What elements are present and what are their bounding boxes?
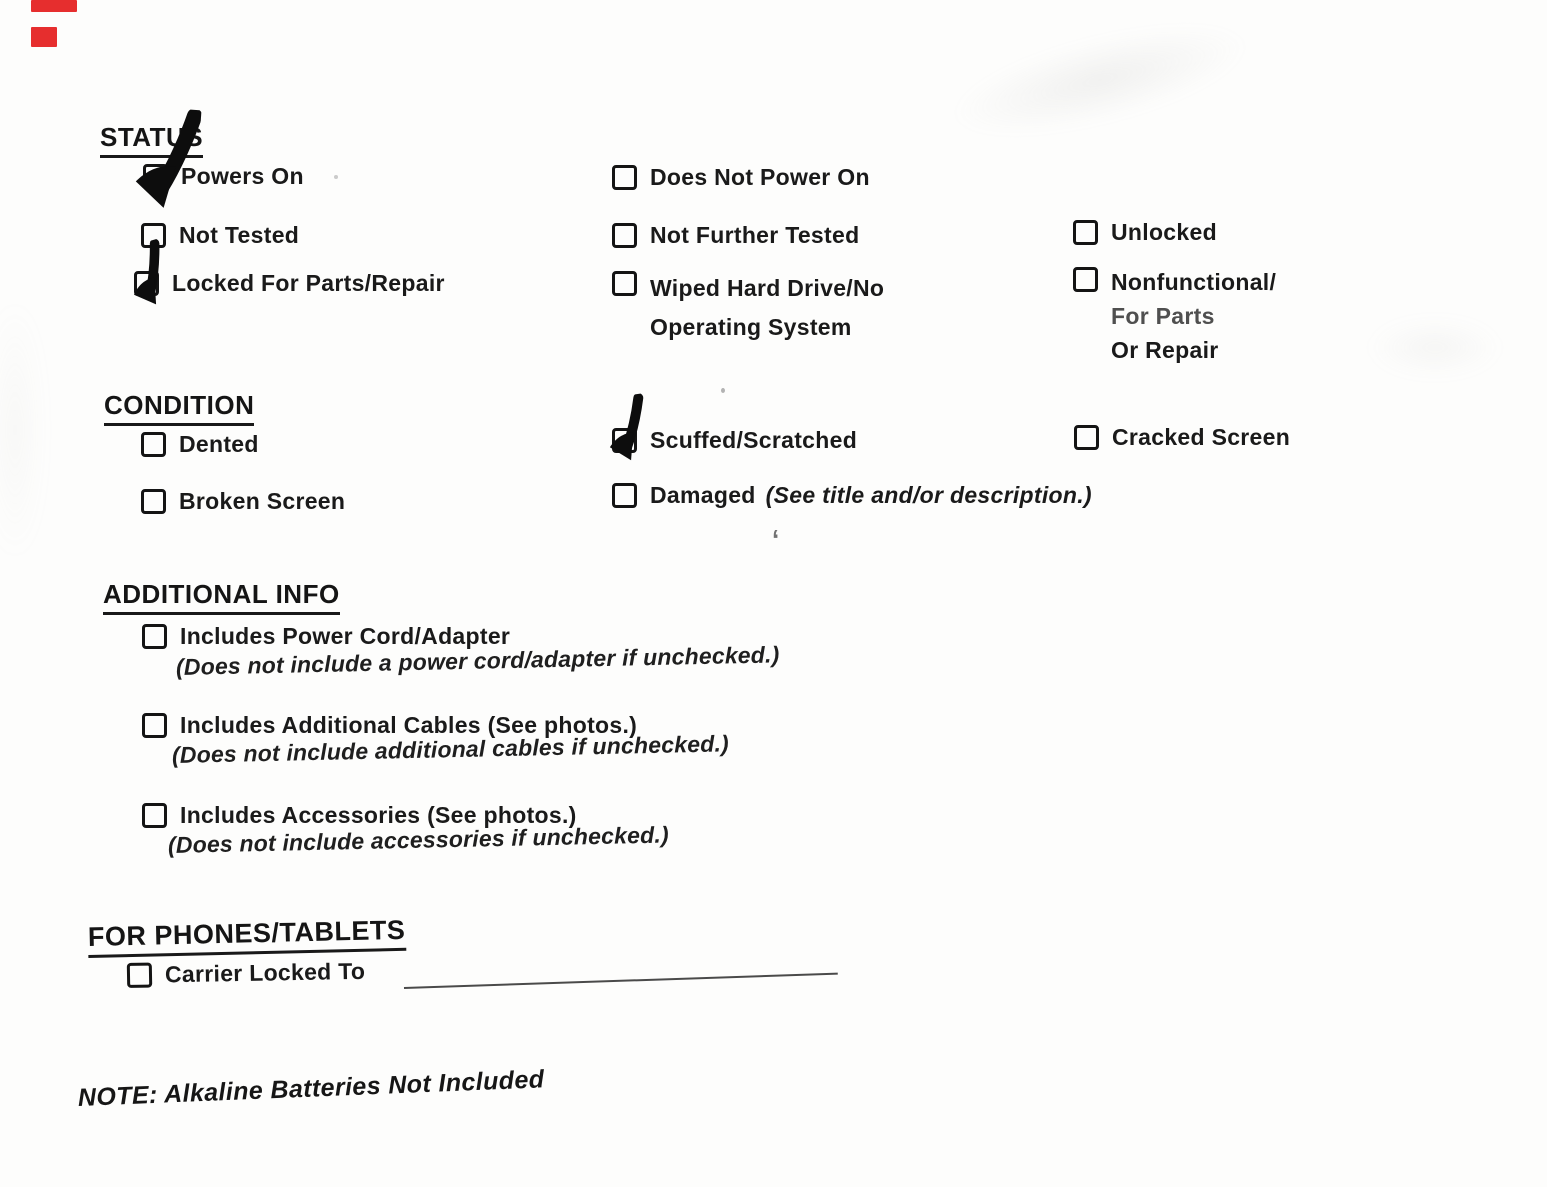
item-label-line: Or Repair	[1111, 337, 1219, 363]
scan-smudge	[1370, 320, 1500, 375]
item-label-line	[1111, 265, 1276, 333]
checkbox-not-further-tested[interactable]	[612, 223, 637, 248]
checkbox-carrier-locked[interactable]	[127, 963, 152, 988]
item-label-part: Nonfunctional/	[1111, 269, 1277, 295]
checklist-item-unlocked	[1073, 218, 1217, 246]
checkbox-wiped-hard-drive[interactable]	[612, 271, 637, 296]
section-title-additional-info: ADDITIONAL INFO	[103, 579, 340, 615]
checklist-item-nonfunctional	[1073, 265, 1276, 367]
handwritten-checkmark-powers-on	[131, 106, 202, 212]
checklist-item-carrier-locked	[127, 957, 366, 989]
checklist-item-cracked-screen	[1074, 423, 1290, 451]
item-label: Includes Additional Cables (See photos.)	[180, 712, 638, 738]
item-note: (Does not include accessories if unchecked.)	[167, 821, 670, 858]
checkbox-damaged[interactable]	[612, 483, 637, 508]
item-note: (Does not include additional cables if unchecked.)	[171, 730, 730, 768]
section-title-condition: CONDITION	[104, 390, 254, 426]
scan-artifact-apostrophe: ‘	[772, 524, 780, 554]
item-label-part-faded: For Parts	[1111, 303, 1215, 329]
item-label: Broken Screen	[179, 488, 346, 514]
scan-artifact-dot	[334, 175, 338, 179]
scan-artifact-dot	[721, 388, 725, 393]
item-label-line: Operating System	[650, 314, 852, 340]
checklist-item-wiped-hard-drive	[612, 269, 884, 347]
scan-smudge	[0, 300, 40, 560]
checkbox-accessories[interactable]	[142, 803, 167, 828]
item-label: Cracked Screen	[1112, 424, 1291, 450]
checkbox-does-not-power-on[interactable]	[612, 165, 637, 190]
checklist-item-broken-screen	[141, 487, 345, 515]
item-label: Unlocked	[1111, 219, 1217, 245]
checkbox-broken-screen[interactable]	[141, 489, 166, 514]
item-label: Dented	[179, 431, 259, 457]
section-title-status: STATUS	[100, 122, 203, 158]
checkbox-nonfunctional[interactable]	[1073, 267, 1098, 292]
checklist-item-dented	[141, 430, 259, 458]
checkbox-unlocked[interactable]	[1073, 220, 1098, 245]
checklist-item-not-further-tested	[612, 221, 859, 249]
item-label: Not Further Tested	[650, 222, 860, 248]
item-label-italic-suffix: (See title and/or description.)	[765, 482, 1092, 508]
checkbox-dented[interactable]	[141, 432, 166, 457]
item-label: Includes Accessories (See photos.)	[180, 802, 577, 828]
carrier-name-blank-field[interactable]	[404, 973, 838, 989]
checklist-item-power-cord	[142, 622, 510, 650]
red-redaction-mark	[31, 27, 57, 47]
checklist-item-damaged	[612, 481, 1092, 509]
checkbox-additional-cables[interactable]	[142, 713, 167, 738]
item-label: Powers On	[181, 163, 304, 189]
item-label-line: Wiped Hard Drive/No	[650, 275, 885, 301]
scan-smudge	[945, 5, 1255, 155]
footer-note: NOTE: Alkaline Batteries Not Included	[77, 1065, 545, 1112]
item-label	[650, 269, 884, 347]
checklist-item-does-not-power-on	[612, 163, 870, 191]
checkbox-cracked-screen[interactable]	[1074, 425, 1099, 450]
item-label: Not Tested	[179, 222, 300, 248]
item-label: Damaged	[650, 482, 756, 508]
item-label: Includes Power Cord/Adapter	[180, 623, 511, 649]
item-label	[1111, 265, 1276, 367]
item-label: Scuffed/Scratched	[650, 427, 858, 453]
handwritten-checkmark-scuffed-scratched	[594, 392, 659, 465]
item-note: (Does not include a power cord/adapter if unchecked.)	[175, 641, 780, 680]
checkbox-power-cord[interactable]	[142, 624, 167, 649]
item-label: Does Not Power On	[650, 164, 870, 190]
red-redaction-mark	[31, 0, 77, 12]
section-title-phones-tablets: FOR PHONES/TABLETS	[88, 915, 406, 958]
item-label: Carrier Locked To	[164, 957, 366, 988]
item-label: Locked For Parts/Repair	[172, 270, 445, 296]
